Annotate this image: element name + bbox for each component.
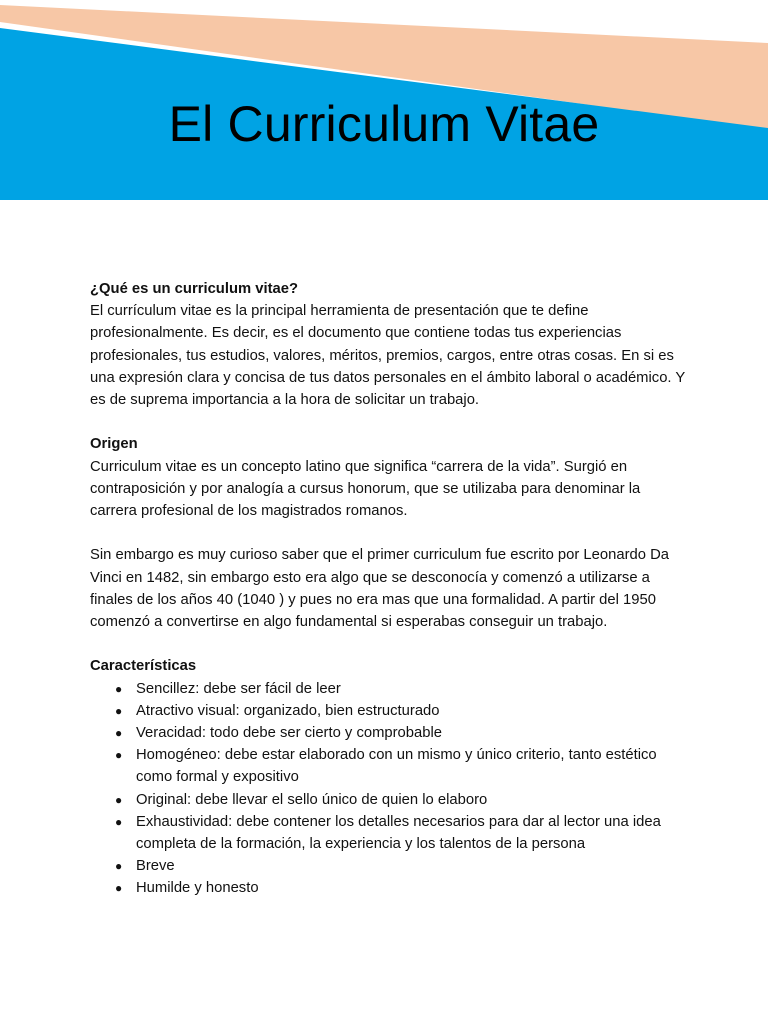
list-item-text: Exhaustividad: debe contener los detalles necesarios para dar al lector una idea completa de la formación, la experiencia y los talentos de la persona: [136, 813, 661, 853]
list-item: [90, 877, 690, 899]
list-item-text: Homogéneo: debe estar elaborado con un mismo y único criterio, tanto estético como formal y expositivo: [136, 747, 657, 786]
list-item: [90, 744, 690, 788]
spacer: [90, 411, 690, 433]
list-item: [90, 722, 690, 744]
bullet-icon: ●: [115, 681, 123, 696]
list-item-text: Humilde y honesto: [136, 880, 259, 897]
bullet-icon: ●: [115, 726, 123, 741]
bullet-icon: ●: [115, 881, 123, 896]
paragraph-origen-1: Curriculum vitae es un concepto latino que significa “carrera de la vida”. Surgió en contraposición y por analogía a cursus honorum, que se utilizaba para denominar la carrera profesional de los magistrados romanos.: [90, 458, 641, 520]
paragraph-que-es: El currículum vitae es la principal herramienta de presentación que te define profesionalmente. Es decir, es el documento que contiene todas tus experiencias profesionales, tus estudios, valores, méritos, premios, cargos, entre otras cosas. En si es una expresión clara y concisa de tus datos personales en el ámbito laboral o académico. Y es de suprema importancia a la hora de solicitar un trabajo.: [90, 303, 685, 409]
list-item: [90, 700, 690, 722]
bullet-icon: ●: [115, 814, 123, 829]
list-item: [90, 811, 690, 855]
list-item: [90, 855, 690, 877]
document-title: El Curriculum Vitae: [168, 96, 600, 152]
bullet-icon: ●: [115, 792, 123, 807]
spacer: [90, 522, 690, 544]
list-item-text: Atractivo visual: organizado, bien estructurado: [136, 702, 440, 719]
list-item-text: Breve: [136, 858, 175, 875]
list-item-text: Original: debe llevar el sello único de quien lo elaboro: [136, 791, 488, 808]
caracteristicas-list: [90, 678, 690, 900]
list-item: [90, 678, 690, 700]
section-heading-caracteristicas: Características: [90, 658, 197, 675]
document-body: [90, 278, 690, 900]
section-heading-que-es: ¿Qué es un curriculum vitae?: [90, 281, 299, 297]
spacer: [90, 633, 690, 655]
bullet-icon: ●: [115, 703, 123, 718]
list-item-text: Sencillez: debe ser fácil de leer: [136, 680, 341, 697]
paragraph-origen-2: Sin embargo es muy curioso saber que el primer curriculum fue escrito por Leonardo Da Vinci en 1482, sin embargo esto era algo que se desconocía y comenzó a utilizarse a finales de los años 40 (1040 ) y pues no era mas que una formalidad. A partir del 1950 comenzó a convertirse en algo fundamental si esperabas conseguir un trabajo.: [90, 547, 669, 631]
list-item: [90, 789, 690, 811]
bullet-icon: ●: [115, 748, 123, 763]
bullet-icon: ●: [115, 859, 123, 874]
section-heading-origen: Origen: [90, 436, 138, 453]
list-item-text: Veracidad: todo debe ser cierto y comprobable: [136, 725, 442, 742]
